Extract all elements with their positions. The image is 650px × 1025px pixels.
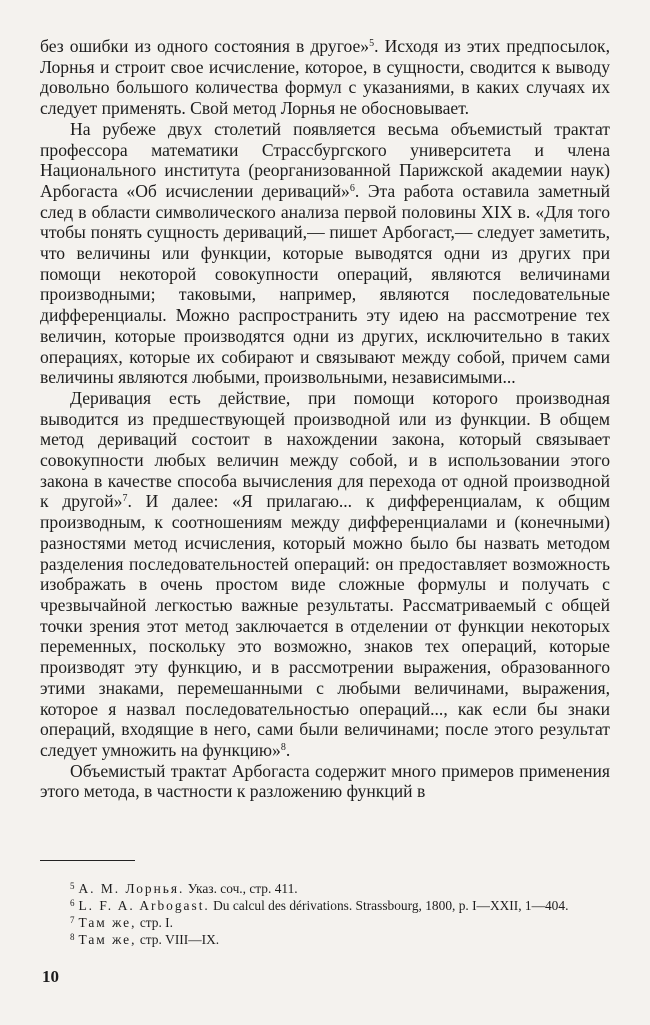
page-number: 10 <box>42 967 59 986</box>
footnote-ref-6[interactable]: 6 <box>349 182 355 194</box>
paragraph-2: На рубеже двух столетий появляется весьма объемистый трактат профессора математики Страссбургского университета и члена Национального института (реорганизованной Парижской академии наук) Арбогаста «Об исчислении дериваций»$^6$. Эта работа оставила заметный след в области символического анализа первой половины XIX в. «Для того чтобы понять сущность дериваций,— пишет Арбогаст,— следует заметить, что величины или функции, которые выводятся одни из других при помощи некоторой совокупности операций, являются величинами производными; таковыми, например, являются последовательные дифференциалы. Можно распространить эту идею на рассмотрение тех величин, которые производятся одни из других, исключительно в таких операциях, которые их собирают и связывают между собой, причем сами величины являются любыми, произвольными, независимыми... <box>40 118 610 388</box>
footnote-5: $^5$ А. М. Лорнья. Указ. соч., стр. 411. <box>70 881 298 896</box>
main-text <box>40 36 610 802</box>
paragraph-3: Деривация есть действие, при помощи которого производная выводится из предшествующей производной или из функции. В общем метод дериваций состоит в нахождении закона, который связывает совокупности любых величин между собой, и в использовании этого закона в качестве способа вычисления для перехода от одной производной к другой»$^7$. И далее: «Я прилагаю... к дифференциалам, к общим производным, к соотношениям между дифференциалами и (конечными) разностями метод исчисления, который можно было бы назвать методом разделения последовательностей операций: он предоставляет возможность изображать в очень простом виде сложные формулы и получать с чрезвычайной легкостью важные результаты. Рассматриваемый с общей точки зрения этот метод заключается в отделении от функции некоторых переменных, поскольку это возможно, знаков тех операций, которые производят эту функцию, и в рассмотрении выражения, образованного этими знаками, перемешанными с любыми величинами, выражения, которое я назвал последовательностью операций..., как если бы знаки операций, входящие в него, сами были величинами; после этого результат следует умножить на функцию»$^8$. <box>40 387 611 760</box>
paragraph-1: без ошибки из одного состояния в другое»$^5$. Исходя из этих предпосылок, Лорнья и строит свое исчисление, которое, в сущности, сводится к выводу довольно большого количества формул с указаниями, в каких случаях их следует применять. Свой метод Лорнья не обосновывает. <box>40 36 610 119</box>
footnote-8: $^8$ Там же, стр. VIII—IX. <box>70 932 220 947</box>
footnote-ref-5[interactable]: 5 <box>369 38 375 49</box>
footnote-divider <box>40 860 135 861</box>
footnote-6: $^6$ L. F. A. Arbogast. Du calcul des dérivations. Strassbourg, 1800, p. I—XXII, 1—404. <box>70 898 569 913</box>
page <box>40 36 610 802</box>
footnote-7: $^7$ Там же, стр. I. <box>70 915 173 930</box>
footnote-ref-7[interactable]: 7 <box>122 493 128 505</box>
footnote-ref-8[interactable]: 8 <box>280 741 286 753</box>
paragraph-4: Объемистый трактат Арбогаста содержит много примеров применения этого метода, в частности к разложению функций в <box>40 760 610 802</box>
footnotes <box>40 880 610 948</box>
